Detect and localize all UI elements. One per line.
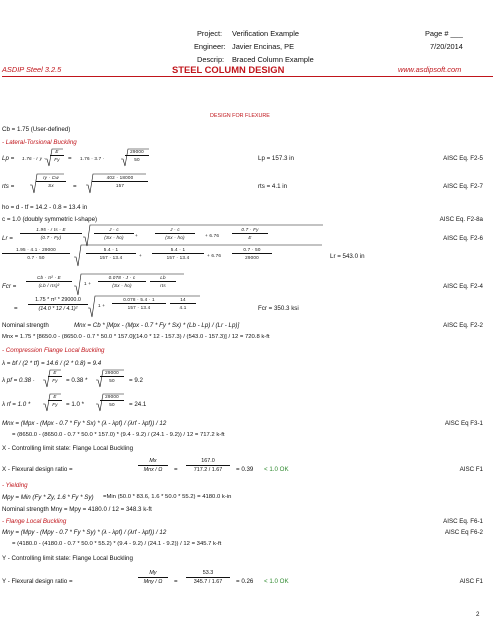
lp-num-expr: 1.76 · 3.7 · <box>80 156 105 161</box>
mny-ref: AISC Eq F6-2 <box>444 529 483 536</box>
lrf-result: = 24.1 <box>129 401 147 408</box>
fcr-v-pre: 1 + <box>98 303 106 308</box>
rts-frac: Iy · Cw Sx <box>36 175 66 188</box>
lrf-sqrt <box>43 393 61 413</box>
y-ratio-ref: AISC F1 <box>459 578 483 585</box>
x-ratio-ok: < 1.0 OK <box>264 466 289 473</box>
fcr-eq: = <box>14 305 18 312</box>
fcr-v-s2-frac: 14 4.1 <box>170 297 196 310</box>
mnx-clb-calc: = (8650.0 - (8650.0 - 0.7 * 50.0 * 157.0) * (9.4 - 9.2) / (24.1 - 9.2)) / 12 = 717.2 k-ft <box>12 432 225 438</box>
x-ratio-eq: = <box>174 466 178 473</box>
fcr-sqrt-pre: 1 + <box>84 281 92 286</box>
descrip-value: Braced Column Example <box>232 55 314 64</box>
engineer-value: Javier Encinas, PE <box>232 42 295 51</box>
nominal-calc: Mnx = 1.75 * [8650.0 - (8650.0 - 0.7 * 50.0 * 157.0](14.0 * 12 - 157.3) / (543.0 - 157.3)] / 12 = 720.8 k-ft <box>2 334 270 340</box>
fcr-result: Fcr = 350.3 ksi <box>258 305 299 312</box>
flb-ref: AISC Eq. F6-1 <box>443 518 483 525</box>
lr-n1: 1.95 · 4.1 · 29000 0.7 · 50 <box>2 247 70 260</box>
y-ratio-frac1: My Mny / Ω <box>138 570 168 585</box>
lr-n-plus-sign: + <box>139 253 142 258</box>
fcr-lhs: Fcr = <box>2 283 17 290</box>
lr-f4: 0.7 · Fy E <box>232 227 268 240</box>
lpf-sqrt <box>43 369 61 389</box>
doc-title: STEEL COLUMN DESIGN <box>172 64 285 75</box>
fcr-v-frac: 1.75 * π² * 29000.0 (14.0 * 12 / 4.1)² <box>28 297 88 312</box>
lr-lhs: Lr = <box>2 235 13 242</box>
software-name: ASDIP Steel 3.2.5 <box>2 65 62 74</box>
rts-val-sqrt <box>86 173 146 195</box>
lambda-line: λ = bf / (2 * tf) = 14.6 / (2 * 0.8) = 9.4 <box>2 360 102 367</box>
x-ratio-result: = 0.39 <box>236 466 254 473</box>
lp-expr: 1.76 · r y · <box>22 156 46 161</box>
sub-ltb: - Lateral-Torsional Buckling <box>2 139 77 146</box>
lrf-lhs: λ rf = 1.0 * <box>2 401 31 408</box>
lpf-lhs: λ pf = 0.38 · <box>2 377 35 384</box>
lr-f3: J · c (Sx · ho) <box>155 227 195 240</box>
sub-yield: - Yielding <box>2 482 28 489</box>
lp-lhs: Lp = <box>2 155 15 162</box>
x-ratio-ref: AISC F1 <box>459 466 483 473</box>
y-ratio-label: Y - Flexural design ratio = <box>2 578 73 585</box>
fcr-ref: AISC Eq. F2-4 <box>443 283 483 290</box>
project-label: Project: <box>197 29 223 38</box>
project-value: Verification Example <box>232 29 299 38</box>
y-control: Y - Controlling limit state: Flange Local Buckling <box>2 555 133 562</box>
descrip-label: Descrip: <box>197 55 225 64</box>
lrf-val-frac: 29000 50 <box>100 394 124 407</box>
section-title: DESIGN FOR FLEXURE <box>210 113 270 119</box>
ho-line: ho = d - tf = 14.2 - 0.8 = 13.4 in <box>2 204 88 211</box>
lp-ref: AISC Eq. F2-5 <box>443 155 483 162</box>
y-ratio-ok: < 1.0 OK <box>264 578 289 585</box>
lrf-e-frac: E Fy <box>48 394 62 407</box>
rts-result: rts = 4.1 in <box>258 183 288 190</box>
cb-line: Cb = 1.75 (User-defined) <box>2 126 71 133</box>
fcr-frac: Cb · π² · E (Lb / rts)² <box>26 275 72 288</box>
lr-n-plus: + 6.76 <box>207 253 222 258</box>
page-number: 2 <box>476 611 480 618</box>
nominal-y: Nominal strength Mny = Mpy = 4180.0 / 12 = 348.3 k-ft <box>2 506 152 513</box>
rts-val-frac: 402 · 18000 157 <box>92 175 148 188</box>
lp-val-sqrt <box>121 148 149 168</box>
nominal-label: Nominal strength <box>2 322 49 329</box>
lpf-val-frac: 29000 50 <box>100 370 124 383</box>
lr-result: Lr = 543.0 in <box>330 253 365 260</box>
x-control: X - Controlling limit state: Flange Local Buckling <box>2 445 134 452</box>
lp-eq: = <box>68 155 72 162</box>
mnx-clb-formula: Mnx = (Mpx - (Mpx - 0.7 * Fy * Sx) * (λ - λpf) / (λrf - λpf)) / 12 <box>2 420 167 427</box>
x-ratio-frac2: 167.0 717.2 / 1.67 <box>186 458 230 473</box>
website[interactable]: www.asdipsoft.com <box>398 65 462 74</box>
lr-n4: 0.7 · 50 29000 <box>232 247 272 260</box>
mnx-clb-ref: AISC Eq F3-1 <box>444 420 483 427</box>
lrf-eq: = 1.0 * <box>66 401 85 408</box>
lr-plus-sign: + <box>135 233 138 238</box>
lpf-eq: = 0.38 * <box>66 377 88 384</box>
c-line: c = 1.0 (doubly symmetric I-shape) <box>2 216 98 223</box>
lr-f2: J · c (Sx · ho) <box>94 227 134 240</box>
rts-sqrt <box>30 173 64 195</box>
date: 7/20/2014 <box>430 42 463 51</box>
rts-eq: = <box>73 183 77 190</box>
header-rule <box>2 76 493 77</box>
y-ratio-result: = 0.26 <box>236 578 254 585</box>
lrf-val-sqrt <box>96 393 124 413</box>
x-ratio-frac1: Mx Mnx / Ω <box>138 458 168 473</box>
sub-flb: - Flange Local Buckling <box>2 518 67 525</box>
rts-lhs: rts = <box>2 183 15 190</box>
rts-ref: AISC Eq. F2-7 <box>443 183 483 190</box>
lp-val-frac: 29000 50 <box>125 149 149 162</box>
engineer-label: Engineer: <box>194 42 226 51</box>
mny-calc: = (4180.0 - (4180.0 - 0.7 * 50.0 * 55.2) * (9.4 - 9.2) / (24.1 - 9.2)) / 12 = 345.7 k-ft <box>12 541 222 547</box>
fcr-s2-frac: Lb rts <box>150 275 176 288</box>
mpy-calc: =Min (50.0 * 83.6, 1.6 * 50.0 * 55.2) = 4180.0 k-in <box>103 494 232 500</box>
fcr-s-frac: 0.078 · J · c (Sx · ho) <box>98 275 146 288</box>
lp-sqrt-sign <box>45 148 63 168</box>
x-ratio-label: X - Flexural design ratio = <box>2 466 73 473</box>
lpf-e-frac: E Fy <box>48 370 62 383</box>
mpy-line: Mpy = Min (Fy * Zy, 1.6 * Fy * Sy) <box>2 494 94 501</box>
y-ratio-frac2: 53.3 345.7 / 1.67 <box>186 570 230 585</box>
lr-f1: 1.95 · r ts · E (0.7 · Fy) <box>20 227 82 240</box>
y-ratio-eq: = <box>174 578 178 585</box>
sub-clb: - Compression Flange Local Buckling <box>2 347 105 354</box>
lr-ref: AISC Eq. F2-6 <box>443 235 483 242</box>
lp-e-frac: E Fy <box>50 149 64 162</box>
page-field: Page # ___ <box>425 29 463 38</box>
fcr-v-s-frac: 0.078 · 5.4 · 1 157 · 13.4 <box>112 297 166 310</box>
nominal-formula: Mnx = Cb * [Mpx - (Mpx - 0.7 * Fy * Sx) * (Lb - Lp) / (Lr - Lp)] <box>74 322 240 329</box>
lr-n2: 5.4 · 1 157 · 13.4 <box>86 247 136 260</box>
lr-n3: 5.4 · 1 157 · 13.4 <box>152 247 204 260</box>
lp-result: Lp = 157.3 in <box>258 155 294 162</box>
lpf-result: = 9.2 <box>129 377 143 384</box>
lr-plus: + 6.76 <box>205 233 220 238</box>
mny-formula: Mny = (Mpy - (Mpy - 0.7 * Fy * Sy) * (λ - λpf) / (λrf - λpf)) / 12 <box>2 529 167 536</box>
c-ref: AISC Eq. F2-8a <box>439 216 483 223</box>
nominal-ref: AISC Eq. F2-2 <box>443 322 483 329</box>
lpf-val-sqrt <box>96 369 124 389</box>
